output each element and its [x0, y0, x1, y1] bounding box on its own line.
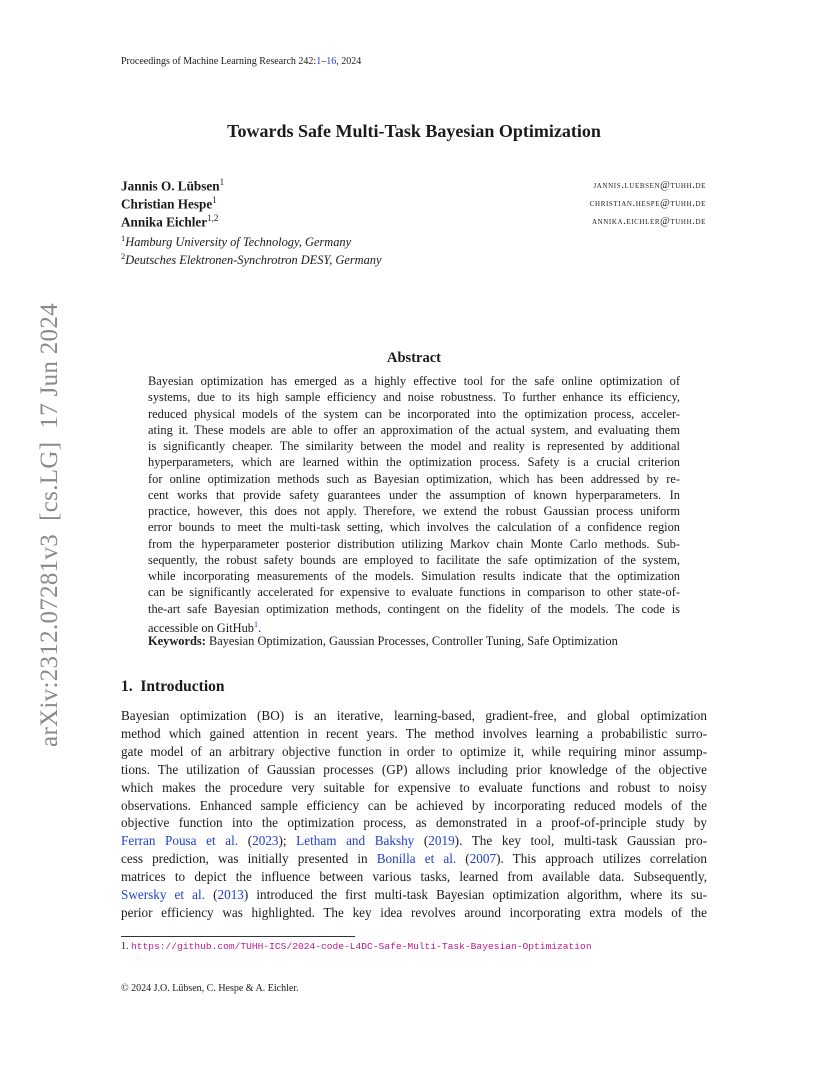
- abstract-line: is significantly cheaper. The similarity between the model and reality is represented by additional: [148, 439, 680, 453]
- citation-link[interactable]: Letham and Bakshy: [296, 833, 415, 849]
- citation-year-link[interactable]: 2023: [252, 833, 279, 849]
- body-line-citation: cess prediction, was initially presented in Bonilla et al. (2007). This approach utilizes correlation: [121, 851, 707, 867]
- citation-link[interactable]: Ferran Pousa et al.: [121, 833, 239, 849]
- abstract-line: while incorporating measurements of the models. Simulation results indicate that the optimization: [148, 569, 680, 583]
- section-heading: [121, 678, 225, 696]
- abstract-heading: Abstract: [387, 350, 441, 366]
- abstract-line: Bayesian optimization has emerged as a highly effective tool for the safe online optimization of: [148, 374, 680, 388]
- body-line: which makes the procedure very suitable for expensive to evaluate functions and robust to noisy: [121, 779, 707, 795]
- venue-text: Proceedings of Machine Learning Research 242:: [121, 56, 317, 67]
- abstract-line: can be significantly accelerated for expensive to evaluate functions in comparison to other state-of-: [148, 585, 680, 600]
- body-line-citation: Swersky et al. (2013) introduced the first multi-task Bayesian optimization algorithm, where its su-: [121, 887, 707, 903]
- author-3: [121, 213, 218, 230]
- copyright-footer: © 2024 J.O. Lübsen, C. Hespe & A. Eichler.: [121, 983, 299, 994]
- section-number: 1.: [121, 678, 133, 695]
- first-page-link[interactable]: 1: [316, 56, 322, 67]
- citation-link[interactable]: Swersky et al.: [121, 887, 205, 903]
- abstract-line: ating it. These models are able to offer an approximation of the actual system, and evaluating them: [148, 422, 680, 437]
- last-page-link[interactable]: 16: [326, 56, 337, 67]
- paper-title: Towards Safe Multi-Task Bayesian Optimization: [227, 121, 601, 141]
- abstract-last-text: accessible on GitHub: [148, 620, 254, 635]
- body-line: perior efficiency was highlighted. The key idea revolves around incorporating extra models of the: [121, 904, 707, 920]
- body-line-citations: Ferran Pousa et al. (2023); Letham and Bakshy (2019). The key tool, multi-task Gaussian pro-: [121, 833, 707, 849]
- abstract-line: from the hyperparameter posterior distribution utilizing Markov chain Monte Carlo methods. Sub-: [148, 536, 680, 551]
- abstract-line: cent works that provide safety guarantees under the assumption of known hyperparameters. In: [148, 487, 680, 502]
- abstract-line: for online optimization methods such as Bayesian optimization, which has been addressed by re-: [148, 471, 680, 486]
- footnote-ref-link[interactable]: 1: [253, 619, 258, 629]
- author-affil-mark: 1,2: [207, 213, 219, 223]
- author-name: Jannis O. Lübsen: [121, 178, 220, 194]
- footnote-mark: 1.: [121, 941, 129, 952]
- arxiv-stamp: arXiv:2312.07281v3 [cs.LG] 17 Jun 2024: [36, 303, 63, 747]
- author-affil-mark: 1: [212, 195, 217, 205]
- section-title: Introduction: [140, 678, 225, 695]
- abstract-line: sequently, the robust safety bounds are employed to facilitate the safe optimization of the system,: [148, 552, 680, 567]
- body-line: method which gained attention in recent years. The method involves learning a probabilistic surro-: [121, 725, 707, 741]
- body-line: observations. Enhanced sample efficiency can be achieved by incorporating reduced models of the: [121, 797, 707, 813]
- venue-year: , 2024: [336, 56, 362, 67]
- affiliation-mark: 1: [121, 233, 126, 243]
- citation-link[interactable]: Bonilla et al.: [376, 851, 457, 867]
- affiliation-text: Hamburg University of Technology, Germany: [125, 235, 352, 250]
- affiliation-text: Deutsches Elektronen-Synchrotron DESY, Germany: [125, 253, 382, 268]
- citation-year-link[interactable]: 2007: [469, 851, 497, 867]
- github-url-link[interactable]: https://github.com/TUHH-ICS/2024-code-L4DC-Safe-Multi-Task-Bayesian-Optimization: [131, 941, 592, 952]
- body-line: tions. The utilization of Gaussian processes (GP) allows including prior knowledge of the objective: [121, 761, 707, 777]
- author-1: [121, 177, 224, 194]
- author-affil-mark: 1: [219, 177, 225, 187]
- footnote: [121, 941, 592, 952]
- keywords-label: Keywords:: [148, 634, 206, 648]
- abstract-line: systems, due to its high sample efficiency and noise robustness. To further enhance its efficiency,: [148, 390, 680, 405]
- abstract-line: the-art safe Bayesian optimization methods, contingent on the fidelity of the models. The code is: [148, 601, 680, 616]
- author-1-email: jannis.luebsen@tuhh.de: [593, 180, 706, 191]
- body-text: cess prediction, was initially presented in: [121, 851, 377, 867]
- author-name: Annika Eichler: [121, 214, 208, 230]
- body-line: objective function into the optimization process, as demonstrated in a proof-of-principle study by: [121, 815, 707, 831]
- author-2-email: christian.hespe@tuhh.de: [589, 198, 706, 209]
- author-3-email: annika.eichler@tuhh.de: [591, 216, 706, 227]
- author-name: Christian Hespe: [121, 196, 213, 212]
- affiliation-mark: 2: [121, 251, 126, 261]
- abstract-line: reduced physical models of the system can be incorporated into the optimization process, acceler-: [148, 406, 680, 421]
- citation-year-link[interactable]: 2013: [217, 887, 244, 903]
- body-line: gate model of an arbitrary objective function in order to optimize it, while requiring minor assump-: [121, 743, 707, 759]
- body-text: . This approach utilizes correlation: [500, 851, 707, 867]
- body-line: Bayesian optimization (BO) is an iterative, learning-based, gradient-free, and global optimization: [121, 708, 707, 723]
- abstract-line: hyperparameters, which are learned within the optimization process. Safety is a crucial criterion: [148, 455, 680, 470]
- author-2: [121, 195, 217, 212]
- pages-dash: –: [321, 56, 327, 67]
- footnote-divider: [121, 936, 355, 937]
- intro-body: [121, 707, 707, 922]
- keywords: [148, 634, 618, 649]
- affiliation-2: [121, 251, 382, 268]
- abstract-body: [148, 373, 680, 636]
- affiliation-1: [121, 233, 351, 250]
- venue-header: [121, 56, 361, 67]
- body-line: matrices to depict the influence between various tasks, learned from available data. Subsequently,: [121, 869, 707, 885]
- citation-year-link[interactable]: 2019: [428, 833, 455, 849]
- abstract-line: error bounds to meet the multi-task setting, which involves the calculation of a confidence region: [148, 520, 680, 535]
- body-text: introduced the first multi-task Bayesian optimization algorithm, where its su-: [248, 887, 707, 903]
- body-text: . The key tool, multi-task Gaussian pro-: [459, 833, 707, 849]
- abstract-period: .: [257, 620, 262, 635]
- keywords-text: Bayesian Optimization, Gaussian Processes, Controller Tuning, Safe Optimization: [208, 634, 618, 648]
- abstract-line: practice, however, this does not apply. Therefore, we extend the robust Gaussian process uniform: [148, 504, 680, 518]
